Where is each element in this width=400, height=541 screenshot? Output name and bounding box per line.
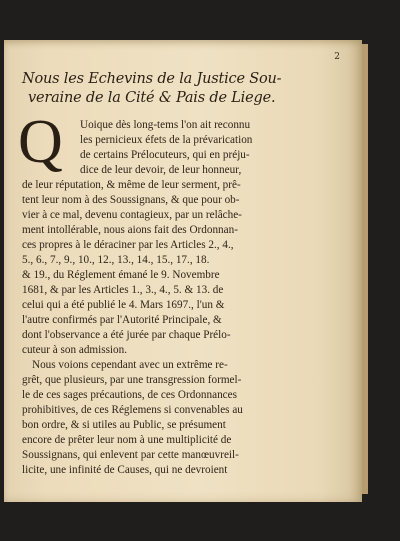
text-line: tent leur nom à des Soussignans, & que pour ob- [22, 194, 240, 206]
text-line: dice de leur devoir, de leur honneur, [80, 164, 242, 176]
title-line-1: Nous les Echevins de la Justice Sou- [22, 71, 282, 87]
text-line: l'autre confirmés par l'Autorité Principale, & [22, 314, 222, 326]
text-line: vier à ce mal, devenu contagieux, par un relâche- [22, 209, 242, 221]
text-line: dont l'observance a été jurée par chaque Prélo- [22, 329, 231, 341]
text-line: grêt, que plusieurs, par une transgression formel- [22, 374, 242, 386]
text-line: prohibitives, de ces Réglemens si convenables au [22, 404, 243, 416]
drop-cap: Q [18, 108, 63, 176]
text-line: les pernicieux éfets de la prévarication [80, 134, 253, 146]
text-line: ces propres à le déraciner par les Articles 2., 4., [22, 239, 234, 251]
text-line: de certains Prélocuteurs, qui en préju- [80, 149, 250, 161]
page-number: 2 [334, 52, 340, 62]
text-line: encore de prêter leur nom à une multiplicité de [22, 434, 232, 446]
document-page [4, 40, 362, 502]
text-line: 1681, & par les Articles 1., 3., 4., 5. & 13. de [22, 284, 224, 296]
page-edge [362, 44, 368, 494]
text-line: cuteur à son admission. [22, 344, 128, 356]
text-line: le de ces sages précautions, de ces Ordonnances [22, 389, 237, 401]
text-line: ment intollérable, nous aions fait des Ordonnan- [22, 224, 238, 236]
text-line: licite, une infinité de Causes, qui ne devroient [22, 464, 228, 476]
text-line: 5., 6., 7., 9., 10., 12., 13., 14., 15., 17., 18. [22, 254, 210, 266]
text-line: celui qui a été publié le 4. Mars 1697., l'un & [22, 299, 225, 311]
body-text [22, 118, 342, 478]
text-line: Soussignans, qui enlevent par cette manœuvreil- [22, 449, 239, 461]
text-line: Uoique dès long-tems l'on ait reconnu [80, 119, 251, 131]
text-line: bon ordre, & si utiles au Public, se présument [22, 419, 226, 431]
page-title [22, 70, 322, 108]
title-line-2: veraine de la Cité & Pais de Liege. [28, 90, 276, 106]
text-line: & 19., du Réglement émané le 9. Novembre [22, 269, 220, 281]
text-line: de leur réputation, & même de leur serment, prê- [22, 179, 241, 191]
text-line: Nous voions cependant avec un extrême re- [32, 359, 228, 371]
